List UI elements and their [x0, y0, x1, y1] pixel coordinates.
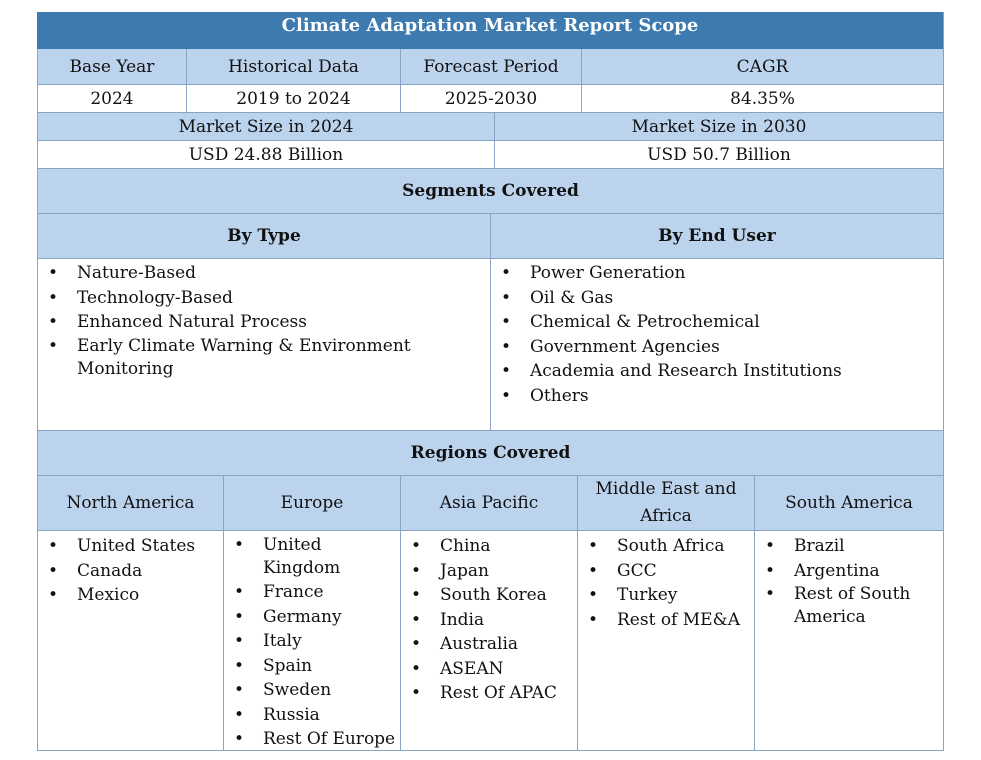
europe-heading: Europe [223, 476, 400, 531]
market-size-2024-value: USD 24.88 Billion [37, 141, 494, 169]
list-item: • Japan [401, 559, 557, 584]
list-item: • South Africa [578, 534, 740, 559]
by-end-user-list-cell [490, 259, 944, 431]
historical-data-value: 2019 to 2024 [186, 85, 400, 113]
list-item: • Power Generation [491, 261, 842, 286]
historical-data-header: Historical Data [186, 49, 400, 85]
list-item: • Russia [224, 703, 395, 728]
asia-pacific-list [401, 534, 557, 706]
list-item: • Rest of South America [755, 583, 914, 629]
asia-pacific-list-cell [400, 531, 577, 751]
list-item: • Turkey [578, 583, 740, 608]
list-item: • Early Climate Warning & Environment Monitoring [38, 335, 417, 381]
list-item: • India [401, 608, 557, 633]
list-item: • Government Agencies [491, 335, 842, 360]
cagr-header: CAGR [581, 49, 944, 85]
market-size-2024-header: Market Size in 2024 [37, 113, 494, 141]
list-item: • United States [38, 534, 195, 559]
by-end-user-heading: By End User [490, 214, 944, 259]
cagr-value: 84.35% [581, 85, 944, 113]
by-type-list-cell [37, 259, 490, 431]
by-type-heading: By Type [37, 214, 490, 259]
market-size-2030-value: USD 50.7 Billion [494, 141, 944, 169]
forecast-period-header: Forecast Period [400, 49, 581, 85]
list-item: • Spain [224, 654, 395, 679]
south-america-list [755, 534, 914, 629]
report-scope-table [37, 12, 944, 751]
list-item: • Others [491, 384, 842, 409]
middle-east-africa-heading: Middle East and Africa [577, 476, 754, 531]
north-america-list-cell [37, 531, 223, 751]
europe-list-cell [223, 531, 400, 751]
list-item: • GCC [578, 559, 740, 584]
list-item: • Sweden [224, 678, 395, 703]
list-item: • Rest Of Europe [224, 727, 395, 752]
middle-east-africa-list [578, 534, 740, 632]
list-item: • Rest of ME&A [578, 608, 740, 633]
forecast-period-value: 2025-2030 [400, 85, 581, 113]
list-item: • Canada [38, 559, 195, 584]
list-item: • China [401, 534, 557, 559]
segments-covered-heading: Segments Covered [37, 169, 944, 214]
list-item: • Academia and Research Institutions [491, 359, 842, 384]
list-item: • Chemical & Petrochemical [491, 310, 842, 335]
list-item: • Brazil [755, 534, 914, 559]
list-item: • Enhanced Natural Process [38, 310, 417, 335]
list-item: • United Kingdom [224, 534, 343, 580]
list-item: • South Korea [401, 583, 557, 608]
north-america-heading: North America [37, 476, 223, 531]
base-year-header: Base Year [37, 49, 186, 85]
by-end-user-list [491, 261, 842, 408]
south-america-list-cell [754, 531, 944, 751]
list-item: • Mexico [38, 583, 195, 608]
base-year-value: 2024 [37, 85, 186, 113]
middle-east-africa-list-cell [577, 531, 754, 751]
europe-list [224, 534, 395, 752]
list-item: • ASEAN [401, 657, 557, 682]
asia-pacific-heading: Asia Pacific [400, 476, 577, 531]
list-item: • Germany [224, 605, 395, 630]
list-item: • Italy [224, 629, 395, 654]
by-type-list [38, 261, 417, 381]
regions-covered-heading: Regions Covered [37, 431, 944, 476]
list-item: • Nature-Based [38, 261, 417, 286]
market-size-2030-header: Market Size in 2030 [494, 113, 944, 141]
list-item: • Rest Of APAC [401, 681, 557, 706]
south-america-heading: South America [754, 476, 944, 531]
list-item: • Australia [401, 632, 557, 657]
table-title: Climate Adaptation Market Report Scope [37, 12, 944, 49]
list-item: • France [224, 580, 395, 605]
list-item: • Oil & Gas [491, 286, 842, 311]
north-america-list [38, 534, 195, 608]
list-item: • Technology-Based [38, 286, 417, 311]
list-item: • Argentina [755, 559, 914, 584]
